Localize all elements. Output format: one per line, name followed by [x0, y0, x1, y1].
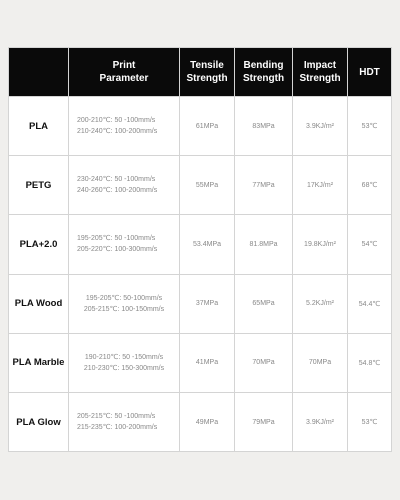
bending-value: 70MPa — [235, 333, 293, 392]
table-row — [9, 156, 392, 215]
hdt-value: 54.4℃ — [348, 274, 392, 333]
header-material — [9, 48, 69, 97]
print-parameter: 205-215℃: 50 -100mm/s 215-235℃: 100-200mm/s — [69, 392, 180, 451]
impact-value: 5.2KJ/m² — [293, 274, 348, 333]
tensile-value: 61MPa — [180, 97, 235, 156]
table-row — [9, 333, 392, 392]
bending-value: 81.8MPa — [235, 215, 293, 274]
hdt-value: 53℃ — [348, 392, 392, 451]
material-name: PLA Wood — [9, 274, 69, 333]
table-row — [9, 392, 392, 451]
table-row — [9, 274, 392, 333]
bending-value: 79MPa — [235, 392, 293, 451]
material-name: PLA Marble — [9, 333, 69, 392]
header-impact-strength: Impact Strength — [293, 48, 348, 97]
material-name: PETG — [9, 156, 69, 215]
hdt-value: 68℃ — [348, 156, 392, 215]
print-parameter: 200-210℃: 50 -100mm/s 210-240℃: 100-200mm/s — [69, 97, 180, 156]
impact-value: 17KJ/m² — [293, 156, 348, 215]
tensile-value: 37MPa — [180, 274, 235, 333]
header-bending-strength: Bending Strength — [235, 48, 293, 97]
print-parameter: 190-210℃: 50 -150mm/s 210-230℃: 150-300mm/s — [69, 333, 180, 392]
table-body — [9, 97, 392, 452]
hdt-value: 54℃ — [348, 215, 392, 274]
impact-value: 70MPa — [293, 333, 348, 392]
impact-value: 3.9KJ/m² — [293, 97, 348, 156]
bending-value: 83MPa — [235, 97, 293, 156]
print-parameter: 195-205℃: 50-100mm/s 205-215℃: 100-150mm/s — [69, 274, 180, 333]
hdt-value: 54.8℃ — [348, 333, 392, 392]
hdt-value: 53℃ — [348, 97, 392, 156]
impact-value: 19.8KJ/m² — [293, 215, 348, 274]
tensile-value: 53.4MPa — [180, 215, 235, 274]
header-print-parameter: Print Parameter — [69, 48, 180, 97]
tensile-value: 55MPa — [180, 156, 235, 215]
table-header — [9, 48, 392, 97]
table-row — [9, 215, 392, 274]
bending-value: 65MPa — [235, 274, 293, 333]
print-parameter: 195-205℃: 50 -100mm/s 205-220℃: 100-300mm/s — [69, 215, 180, 274]
filament-spec-table — [8, 47, 392, 452]
impact-value: 3.9KJ/m² — [293, 392, 348, 451]
material-name: PLA+2.0 — [9, 215, 69, 274]
table-row — [9, 97, 392, 156]
spec-table-container — [8, 47, 391, 452]
tensile-value: 49MPa — [180, 392, 235, 451]
header-tensile-strength: Tensile Strength — [180, 48, 235, 97]
tensile-value: 41MPa — [180, 333, 235, 392]
header-hdt: HDT — [348, 48, 392, 97]
print-parameter: 230-240℃: 50 -100mm/s 240-260℃: 100-200mm/s — [69, 156, 180, 215]
material-name: PLA Glow — [9, 392, 69, 451]
material-name: PLA — [9, 97, 69, 156]
header-row — [9, 48, 392, 97]
bending-value: 77MPa — [235, 156, 293, 215]
